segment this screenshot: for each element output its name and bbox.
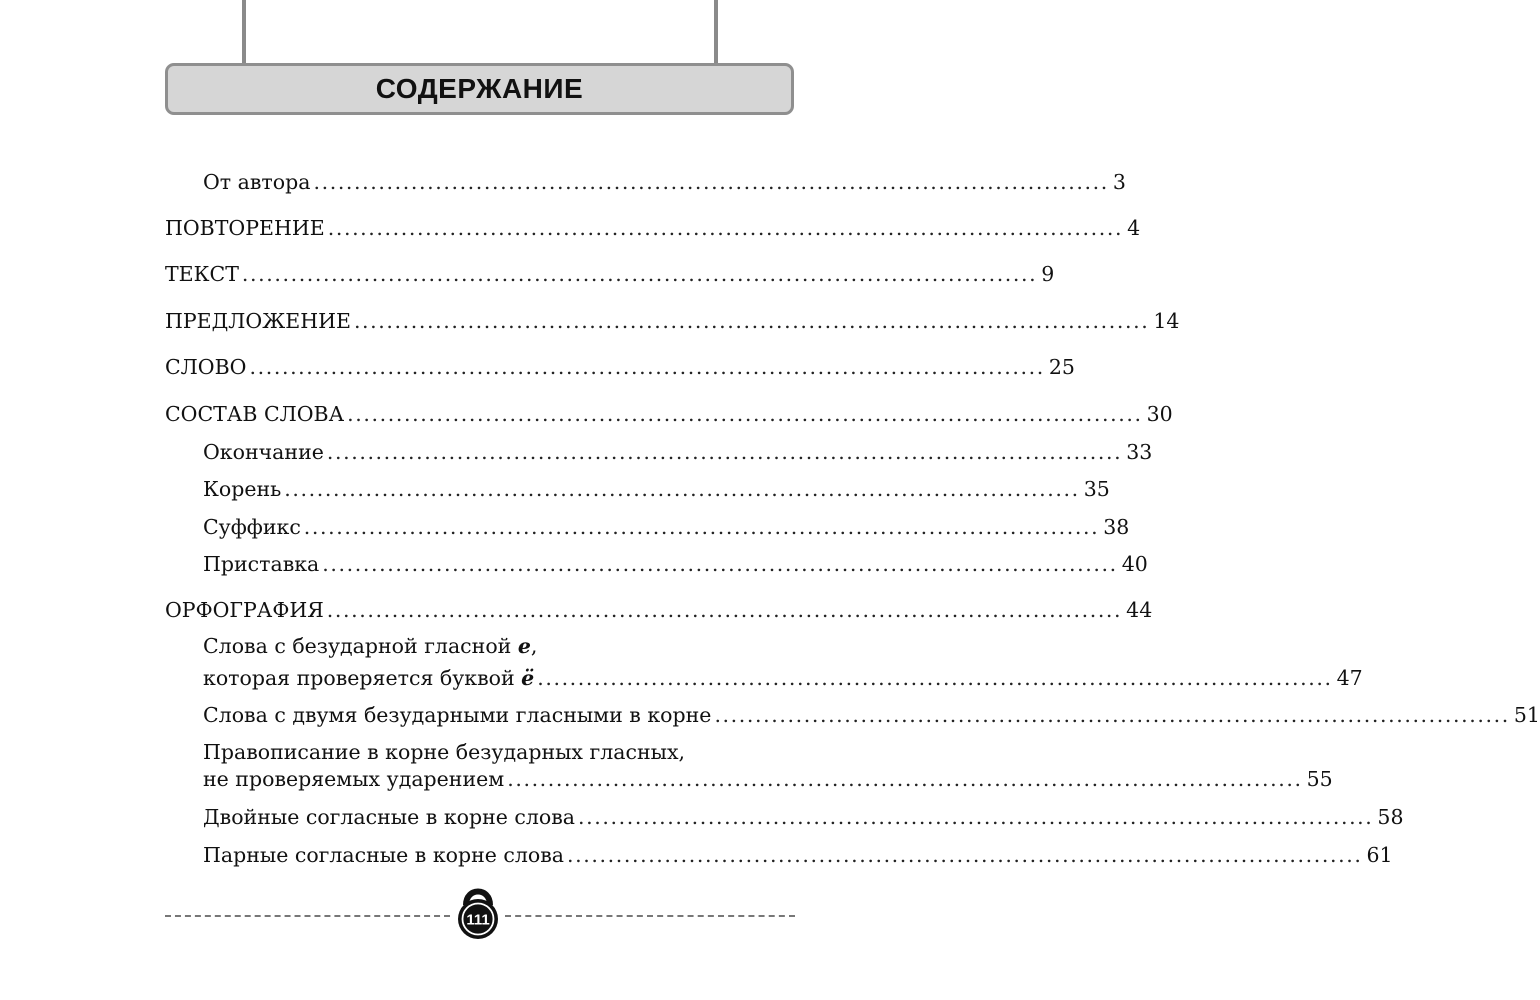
toc-entry-page: 30 <box>1146 402 1173 426</box>
toc-entry-label: ПРЕДЛОЖЕНИЕ <box>165 309 351 333</box>
toc-entry-label: ПОВТОРЕНИЕ <box>165 216 325 240</box>
footer-dashed-rule-left <box>165 915 450 917</box>
dot-leader: .................................................................................................. <box>313 170 1109 194</box>
toc-entry-page: 14 <box>1153 309 1180 333</box>
dot-leader: .................................................................................................. <box>284 477 1080 501</box>
dot-leader: .................................................................................................. <box>578 805 1374 829</box>
toc-entry-label: Двойные согласные в корне слова <box>203 805 576 829</box>
toc-entry-page: 58 <box>1377 805 1404 829</box>
dot-leader: .................................................................................................. <box>353 309 1150 333</box>
toc-entry-page: 4 <box>1127 216 1141 240</box>
contents-banner <box>165 63 794 115</box>
toc-entry-label: Парные согласные в корне слова <box>203 843 565 867</box>
toc-entry-label: Корень <box>203 477 282 501</box>
toc-entry-unverifiable-vowels[interactable] <box>203 740 1333 791</box>
toc-entry-page: 33 <box>1126 440 1153 464</box>
toc-entry-page: 61 <box>1366 843 1393 867</box>
toc-entry-repetition[interactable] <box>165 216 1141 240</box>
toc-entry-unstressed-e[interactable] <box>203 634 1363 690</box>
toc-entry-label: СЛОВО <box>165 355 247 379</box>
toc-entry-label: ТЕКСТ <box>165 262 239 286</box>
toc-entry-page: 35 <box>1083 477 1110 501</box>
banner-hanger-left <box>242 0 246 66</box>
toc-entry-suffix[interactable] <box>203 515 1130 539</box>
dot-leader: .................................................................................................. <box>567 843 1363 867</box>
toc-entry-ending[interactable] <box>203 440 1153 464</box>
letter-e: е <box>517 634 531 658</box>
toc-entry-page: 55 <box>1306 767 1333 791</box>
toc-entry-label: Окончание <box>203 440 324 464</box>
toc-entry-from-author[interactable] <box>203 170 1126 194</box>
toc-entry-prefix[interactable] <box>203 552 1148 576</box>
dot-leader: .................................................................................................. <box>326 440 1123 464</box>
toc-entry-page: 40 <box>1121 552 1148 576</box>
toc-entry-label-line1: Слова с безударной гласной е, <box>203 634 538 658</box>
page-number: 111 <box>466 911 490 929</box>
dot-leader: .................................................................................................. <box>249 355 1045 379</box>
footer-dashed-rule-right <box>505 915 795 917</box>
toc-entry-two-unstressed-vowels[interactable] <box>203 703 1540 727</box>
toc-entry-sentence[interactable] <box>165 309 1180 333</box>
dot-leader: .................................................................................................. <box>327 216 1124 240</box>
toc-entry-page: 38 <box>1103 515 1130 539</box>
banner-hanger-right <box>714 0 718 66</box>
toc-entry-text[interactable] <box>165 262 1055 286</box>
toc-entry-paired-consonants[interactable] <box>203 843 1393 867</box>
toc-entry-word-structure[interactable] <box>165 402 1173 426</box>
toc-entry-page: 47 <box>1336 666 1363 690</box>
toc-entry-orthography[interactable] <box>165 598 1153 622</box>
page-title: СОДЕРЖАНИЕ <box>375 73 584 104</box>
toc-entry-word[interactable] <box>165 355 1075 379</box>
toc-entry-double-consonants[interactable] <box>203 805 1404 829</box>
dot-leader: .................................................................................................. <box>714 703 1510 727</box>
toc-entry-label: ОРФОГРАФИЯ <box>165 598 324 622</box>
toc-entry-label: От автора <box>203 170 311 194</box>
toc-entry-label: Суффикс <box>203 515 301 539</box>
toc-entry-label: Слова с двумя безударными гласными в корне <box>203 703 712 727</box>
dot-leader: .................................................................................................. <box>326 598 1123 622</box>
toc-entry-label-line2: которая проверяется буквой ё <box>203 666 535 690</box>
toc-entry-page: 3 <box>1112 170 1126 194</box>
toc-entry-label-line1: Правописание в корне безударных гласных, <box>203 740 686 764</box>
toc-entry-root[interactable] <box>203 477 1110 501</box>
page-number-badge <box>455 885 501 941</box>
dot-leader: .................................................................................................. <box>507 767 1303 791</box>
dot-leader: .................................................................................................. <box>347 402 1143 426</box>
toc-entry-page: 25 <box>1048 355 1075 379</box>
toc-entry-label: Приставка <box>203 552 320 576</box>
toc-entry-page: 51 <box>1513 703 1540 727</box>
dot-leader: .................................................................................................. <box>303 515 1100 539</box>
letter-yo: ё <box>521 666 535 690</box>
dot-leader: .................................................................................................. <box>322 552 1118 576</box>
toc-entry-page: 9 <box>1041 262 1055 286</box>
dot-leader: .................................................................................................. <box>241 262 1038 286</box>
toc-entry-label-line2: не проверяемых ударением <box>203 767 505 791</box>
dot-leader: .................................................................................................. <box>537 666 1333 690</box>
toc-entry-page: 44 <box>1126 598 1153 622</box>
toc-entry-label: СОСТАВ СЛОВА <box>165 402 345 426</box>
